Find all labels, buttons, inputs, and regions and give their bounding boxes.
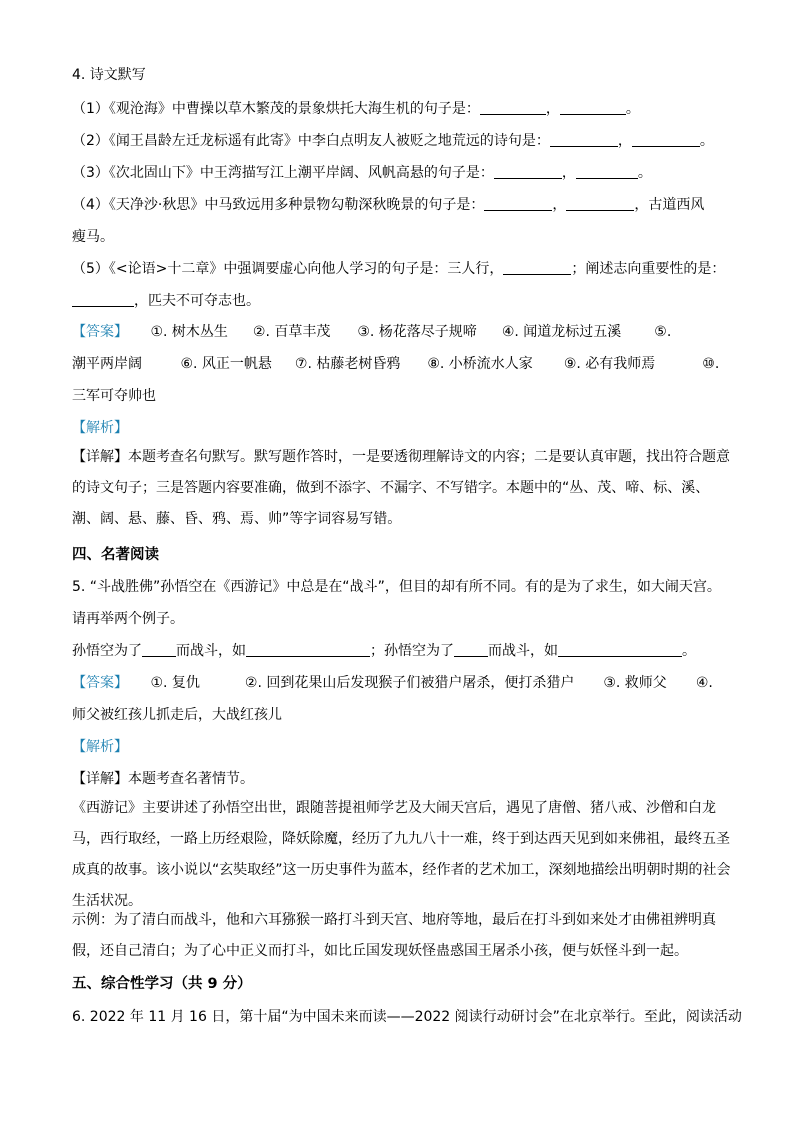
q4-item-2: （2）《闻王昌龄左迁龙标遥有此寄》中李白点明友人被贬之地荒远的诗句是： ， 。 bbox=[72, 133, 714, 149]
q4-item-4-cont: 瘦马。 bbox=[72, 229, 114, 245]
q5-answer-line-2: 师父被红孩儿抓走后，大战红孩儿 bbox=[72, 707, 282, 723]
q5-answer-line-1: 【答案】 ①. 复仇 ②. 回到花果山后发现猴子们被猎户屠杀，便打杀猎户 ③. 救师父 ④. bbox=[72, 675, 713, 691]
section-heading: 四、名著阅读 bbox=[72, 547, 159, 563]
answer-blank[interactable] bbox=[142, 642, 176, 657]
answer-blank[interactable] bbox=[454, 642, 488, 657]
q5-stem-1: 5. “斗战胜佛”孙悟空在《西游记》中总是在“战斗”，但目的却有所不同。有的是为了求生，如大闹天宫。 bbox=[72, 579, 721, 595]
answer-blank[interactable] bbox=[560, 100, 626, 115]
answer-blank[interactable] bbox=[503, 260, 571, 275]
q4-title: 4. 诗文默写 bbox=[72, 67, 146, 83]
answer-blank[interactable] bbox=[632, 132, 700, 147]
q4-item-1: （1）《观沧海》中曹操以草木繁茂的景象烘托大海生机的句子是： ， 。 bbox=[72, 101, 640, 117]
answer-blank[interactable] bbox=[72, 292, 134, 307]
answer-blank[interactable] bbox=[558, 642, 682, 657]
answer-blank[interactable] bbox=[576, 164, 638, 179]
q4-item-5-cont: ，匹夫不可夺志也。 bbox=[72, 292, 732, 310]
q4-detail: 【详解】本题考查名句默写。默写题作答时，一是要透彻理解诗文的内容；二是要认真审题，找出符合题意的诗文句子；三是答题内容要准确，做到不添字、不漏字、不写错字。本题中的“丛、茂、啼、标、溪、潮、阔、悬、藤、昏、鸦、焉、帅”等字词容易写错。 bbox=[72, 449, 730, 527]
analysis-tag: 【解析】 bbox=[72, 420, 128, 436]
q4-item-4: （4）《天净沙·秋思》中马致远用多种景物勾勒深秋晚景的句子是： ， ，古道西风 bbox=[72, 197, 705, 213]
answer-tag: 【答案】 bbox=[72, 324, 128, 340]
q5-detail-head: 【详解】本题考查名著情节。 bbox=[72, 771, 254, 787]
answer-blank[interactable] bbox=[566, 196, 634, 211]
q5-example: 示例：为了清白而战斗，他和六耳猕猴一路打斗到天宫、地府等地，最后在打斗到如来处才由佛祖辨明真假，还自己清白；为了心中正义而打斗，如比丘国发现妖怪蛊惑国王屠杀小孩，便与妖怪斗到一起。 bbox=[72, 912, 716, 959]
section-heading: 五、综合性学习（共 9 分） bbox=[72, 976, 252, 992]
q4-item-3: （3）《次北固山下》中王湾描写江上潮平岸阔、风帆高悬的句子是： ， 。 bbox=[72, 165, 652, 181]
answer-blank[interactable] bbox=[246, 642, 370, 657]
q4-answer-line-1: 【答案】 ①. 树木丛生 ②. 百草丰茂 ③. 杨花落尽子规啼 ④. 闻道龙标过五溪 ⑤. bbox=[72, 324, 672, 340]
q6-stem: 6. 2022 年 11 月 16 日，第十届“为中国未来而读——2022 阅读行动研讨会”在北京举行。至此，阅读活动 bbox=[72, 1009, 742, 1025]
q4-answer-line-3: 三军可夺帅也 bbox=[72, 388, 156, 404]
answer-blank[interactable] bbox=[484, 196, 552, 211]
q4-answer-line-2: 潮平两岸阔 ⑥. 风正一帆悬 ⑦. 枯藤老树昏鸦 ⑧. 小桥流水人家 ⑨. 必有我师焉 ⑩. bbox=[72, 356, 720, 372]
q5-stem-2: 请再举两个例子。 bbox=[72, 611, 184, 627]
answer-blank[interactable] bbox=[550, 132, 618, 147]
q5-fill-line: 孙悟空为了 而战斗，如 ；孙悟空为了 而战斗，如 。 bbox=[72, 643, 696, 659]
q5-detail-body: 《西游记》主要讲述了孙悟空出世，跟随菩提祖师学艺及大闹天宫后，遇见了唐僧、猪八戒、沙僧和白龙马，西行取经，一路上历经艰险，降妖除魔，经历了九九八十一难，终于到达西天见到如来佛祖，最终五圣成真的故事。该小说以“玄奘取经”这一历史事件为蓝本，经作者的艺术加工，深刻地描绘出明朝时期的社会生活状况。 bbox=[72, 800, 731, 909]
q4-item-5: （5）《<论语>十二章》中强调要虚心向他人学习的句子是：三人行， ；阐述志向重要性的是： bbox=[72, 261, 726, 277]
answer-blank[interactable] bbox=[480, 100, 546, 115]
analysis-tag: 【解析】 bbox=[72, 739, 128, 755]
answer-tag: 【答案】 bbox=[72, 675, 128, 691]
answer-blank[interactable] bbox=[494, 164, 562, 179]
